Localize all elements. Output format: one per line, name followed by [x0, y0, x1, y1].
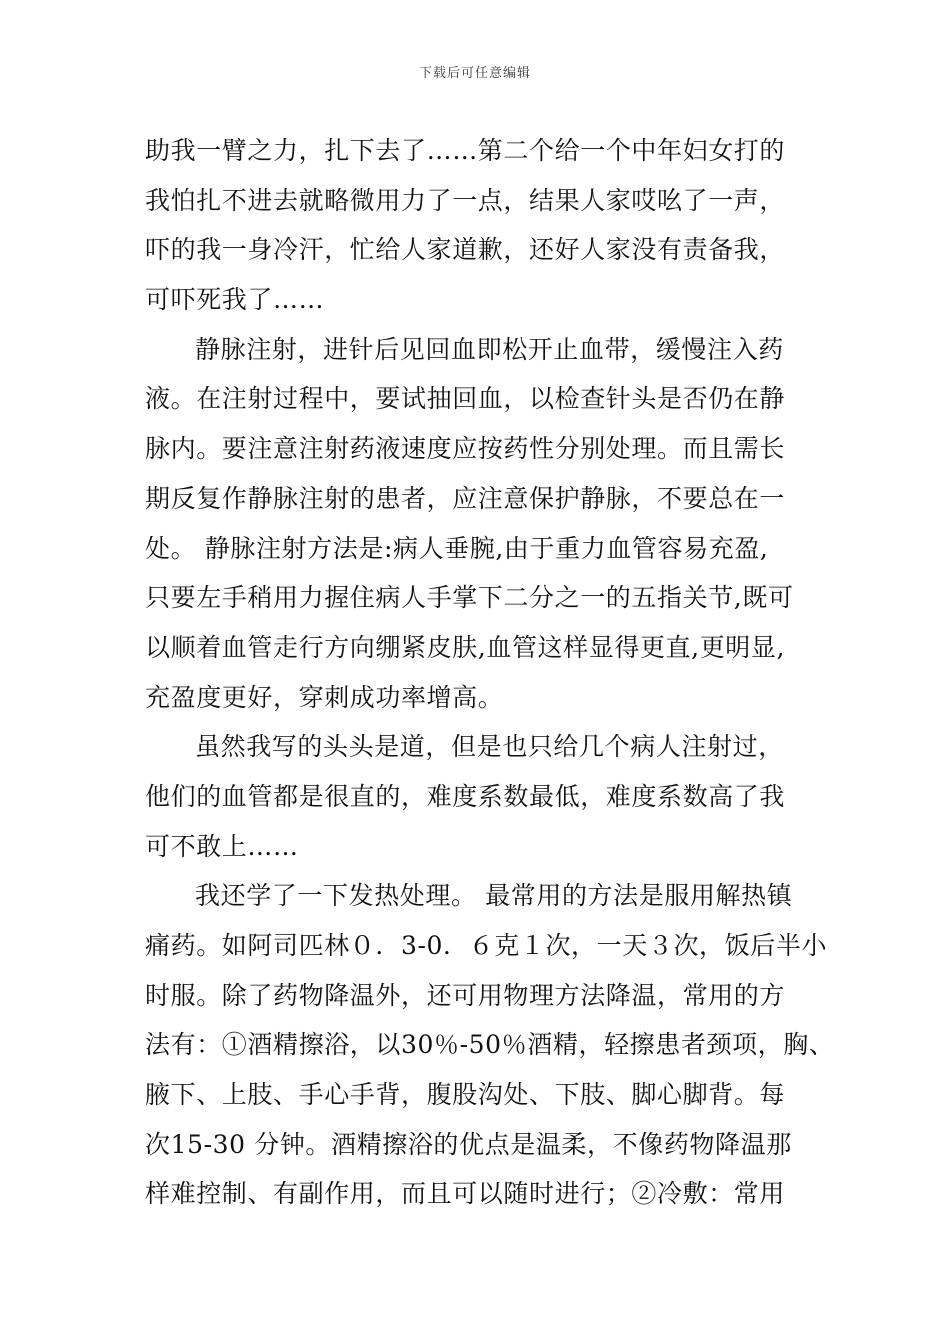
text-line-1: 助我一臂之力，扎下去了……第二个给一个中年妇女打的 [145, 136, 786, 165]
text-line-4: 可吓死我了…… [145, 285, 325, 315]
text-line-12: 充盈度更好，穿刺成功率增高。 [145, 682, 504, 712]
text-line-22: 样难控制、有副作用，而且可以随时进行；②冷敷：常用 [145, 1179, 786, 1209]
text-line-3: 吓的我一身冷汗，忙给人家道歉，还好人家没有责备我， [145, 235, 786, 265]
text-line-7: 脉内。要注意注射药液速度应按药性分别处理。而且需长 [145, 434, 786, 464]
text-line-18: 时服。除了药物降温外，还可用物理方法降温，常用的方 [145, 980, 786, 1010]
text-line-21: 次15-30 分钟。酒精擦浴的优点是温柔，不像药物降温那 [145, 1129, 792, 1159]
text-line-8: 期反复作静脉注射的患者，应注意保护静脉，不要总在一 [145, 483, 786, 513]
text-line-10: 只要左手稍用力握住病人手掌下二分之一的五指关节,既可 [145, 583, 794, 613]
text-line-13: 虽然我写的头头是道，但是也只给几个病人注射过， [195, 732, 784, 762]
text-line-19: 法有：①酒精擦浴，以30％-50％酒精，轻擦患者颈项，胸、 [145, 1030, 835, 1060]
text-line-15: 可不敢上…… [145, 831, 299, 861]
text-line-11: 以顺着血管走行方向绷紧皮肤,血管这样显得更直,更明显, [145, 632, 786, 662]
text-line-9: 处。 静脉注射方法是:病人垂腕,由于重力血管容易充盈, [145, 533, 769, 563]
text-line-20: 腋下、上肢、手心手背，腹股沟处、下肢、脚心脚背。每 [145, 1080, 786, 1110]
text-line-14: 他们的血管都是很直的，难度系数最低，难度系数高了我 [145, 781, 786, 811]
text-line-2: 我怕扎不进去就略微用力了一点，结果人家哎吆了一声， [145, 185, 786, 215]
document-body [145, 126, 845, 1219]
text-line-16: 我还学了一下发热处理。 最常用的方法是服用解热镇 [195, 881, 793, 911]
text-line-5: 静脉注射，进针后见回血即松开止血带，缓慢注入药 [195, 334, 784, 364]
page-header: 下载后可任意编辑 [418, 66, 531, 81]
text-line-6: 液。在注射过程中，要试抽回血，以检查针头是否仍在静 [145, 384, 786, 414]
text-line-17: 痛药。如阿司匹林０．3-0．６克１次，一天３次，饭后半小 [145, 931, 828, 960]
